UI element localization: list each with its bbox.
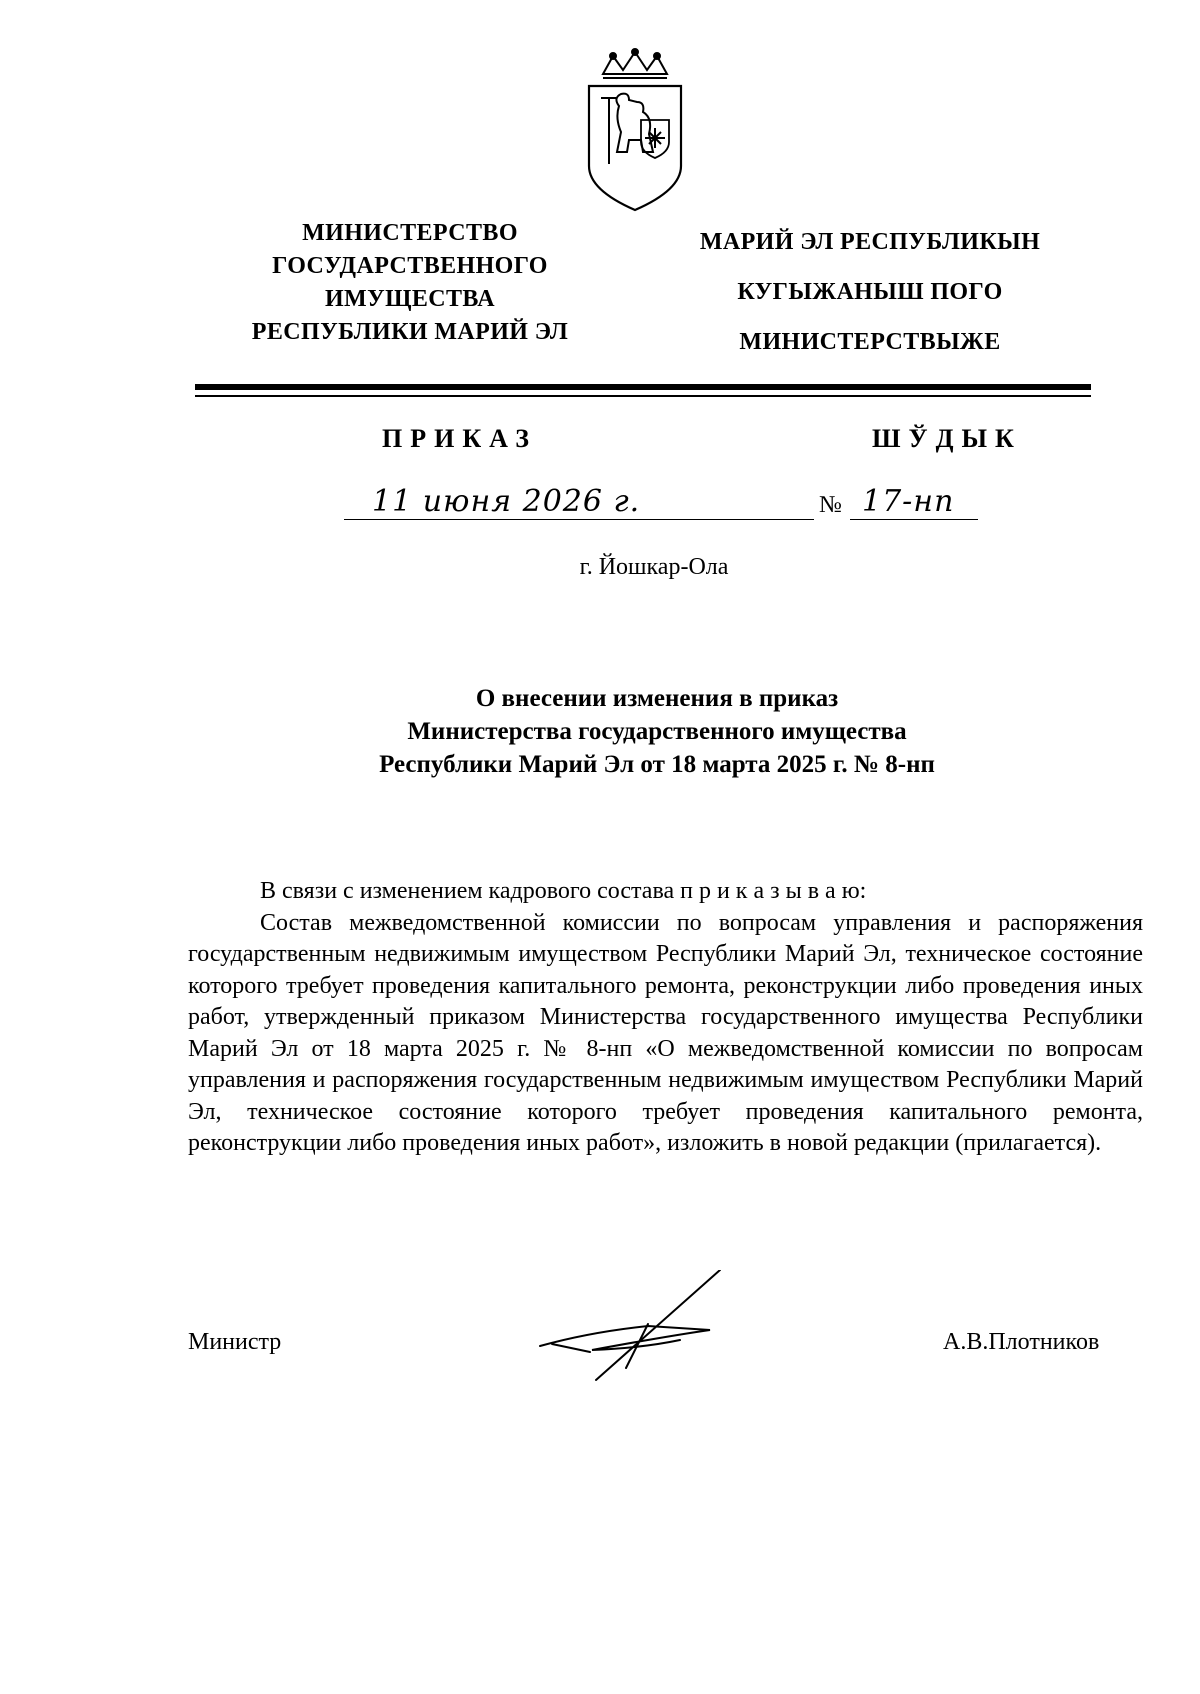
organization-name-russian — [200, 217, 620, 349]
title-line: Республики Марий Эл от 18 марта 2025 г. № 8-нп — [379, 751, 935, 778]
signatory-position: Министр — [188, 1329, 282, 1355]
coat-of-arms-icon — [583, 48, 687, 214]
date-handwritten: 11 июня 2026 г. — [372, 484, 641, 519]
date-underline — [344, 519, 814, 520]
city-name: г. Йошкар-Ола — [579, 554, 729, 580]
org-ru-line: ИМУЩЕСТВА — [324, 286, 496, 312]
header-rule-thin — [195, 395, 1091, 397]
header-rule-thick — [195, 384, 1091, 390]
document-title — [200, 682, 1114, 781]
org-mari-line: МАРИЙ ЭЛ РЕСПУБЛИКЫН — [699, 229, 1041, 255]
doc-type-mari: ШЎДЫК — [872, 424, 1022, 453]
org-mari-line: МИНИСТЕРСТВЫЖЕ — [739, 329, 1001, 355]
body-main-paragraph: Состав межведомственной комиссии по вопросам управления и распоряжения государственным недвижимым имуществом Республики Марий Эл, техническое состояние которого требует проведения капитального ремонта, реконструкции либо проведения иных работ, утвержденный приказом Министерства государственного имущества Республики Марий Эл от 18 марта 2025 г. № 8-нп «О межведомственной комиссии по вопросам управления и распоряжения государственным недвижимым имуществом Республики Марий Эл, техническое состояние которого требует проведения капитального ремонта, реконструкции либо проведения иных работ», изложить в новой редакции (прилагается). — [188, 909, 1143, 1156]
organization-name-mari — [660, 217, 1080, 367]
title-line: О внесении изменения в приказ — [475, 685, 839, 712]
signatory-name: А.В.Плотников — [943, 1329, 1100, 1355]
org-mari-line: КУГЫЖАНЫШ ПОГО — [737, 279, 1003, 305]
handwritten-signature-icon — [530, 1270, 740, 1390]
title-line: Министерства государственного имущества — [407, 718, 907, 745]
org-ru-line: РЕСПУБЛИКИ МАРИЙ ЭЛ — [251, 319, 569, 345]
doc-type-russian: ПРИКАЗ — [382, 424, 538, 453]
org-ru-line: МИНИСТЕРСТВО — [302, 220, 518, 246]
number-handwritten: 17-нп — [862, 484, 955, 519]
body-intro-paragraph: В связи с изменением кадрового состава п р и к а з ы в а ю: — [260, 878, 867, 904]
number-underline — [850, 519, 978, 520]
org-ru-line: ГОСУДАРСТВЕННОГО — [272, 253, 548, 279]
number-label: № — [819, 492, 842, 518]
